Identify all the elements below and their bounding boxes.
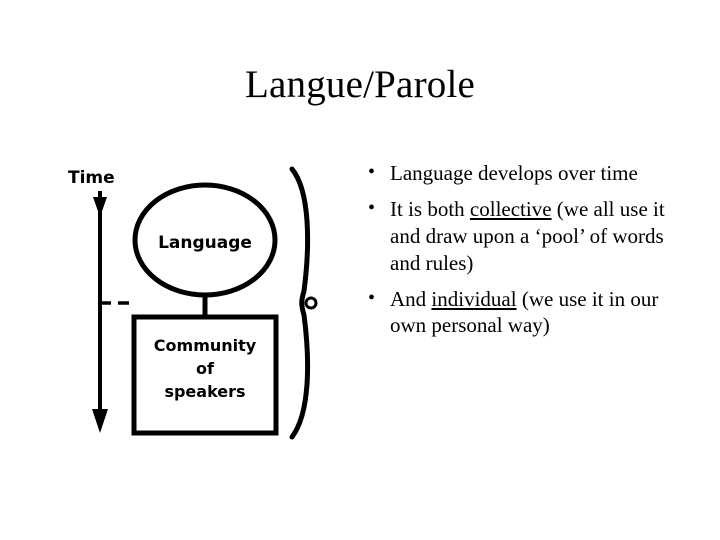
- bullet-segment: It is both: [390, 196, 470, 221]
- list-item: [368, 286, 688, 340]
- bullet-list: [368, 160, 688, 348]
- bullet-marker: •: [368, 196, 376, 219]
- community-label-line2: of: [196, 359, 214, 378]
- list-item: [368, 160, 688, 187]
- time-arrowhead-lower: [92, 409, 108, 433]
- bullet-segment: (we use it in our own personal way): [390, 286, 659, 338]
- bullet-marker: •: [368, 161, 376, 183]
- bullet-segment: And: [390, 286, 432, 311]
- bullet-segment: Language develops over time: [390, 161, 638, 185]
- bullet-segment-emphasis: individual: [431, 286, 517, 311]
- bullet-segment: (we all use it and draw upon a ‘pool’ of words and rules): [390, 196, 665, 275]
- bullet-text: [390, 286, 688, 340]
- list-item: [368, 196, 688, 277]
- bullet-text: [390, 196, 688, 277]
- bullet-segment-emphasis: collective: [469, 196, 552, 221]
- bullet-marker: •: [368, 286, 376, 309]
- langue-parole-diagram: [48, 155, 368, 485]
- time-arrowhead-upper: [93, 197, 107, 217]
- diagram-time-label: Time: [68, 168, 115, 188]
- page-title: Langue/Parole: [244, 63, 475, 106]
- language-label: Language: [158, 233, 252, 253]
- diagram-svg: [48, 155, 368, 485]
- community-label-line1: Community: [153, 336, 257, 355]
- bullet-text: [390, 160, 688, 187]
- brace-node-circle: [306, 298, 316, 308]
- community-label-line3: speakers: [164, 382, 246, 401]
